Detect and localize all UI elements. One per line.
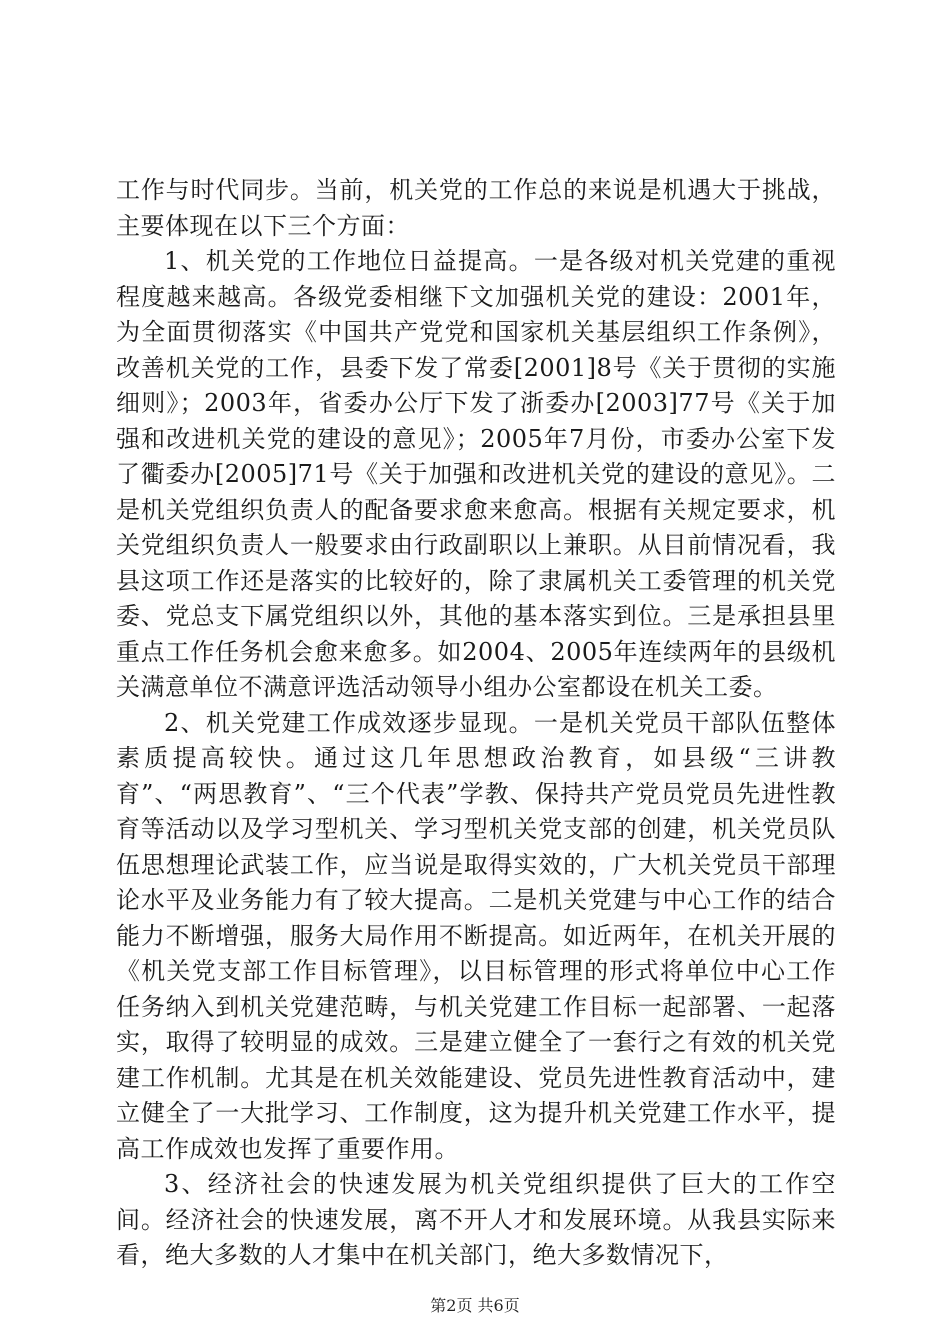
document-body xyxy=(116,173,836,1274)
paragraph-continuation: 工作与时代同步。当前，机关党的工作总的来说是机遇大于挑战，主要体现在以下三个方面： xyxy=(116,176,836,240)
paragraph-development-space: 3、经济社会的快速发展为机关党组织提供了巨大的工作空间。经济社会的快速发展，离不开人才和发展环境。从我县实际来看，绝大多数的人才集中在机关部门，绝大多数情况下， xyxy=(116,1170,836,1269)
page-number-footer: 第2页 共6页 xyxy=(430,1296,520,1315)
paragraph-work-status: 1、机关党的工作地位日益提高。一是各级对机关党建的重视程度越来越高。各级党委相继下文加强机关党的建设：2001年，为全面贯彻落实《中国共产党党和国家机关基层组织工作条例》，改善机关党的工作，县委下发了常委[2001]8号《关于贯彻的实施细则》；2003年，省委办公厅下发了浙委办[2003]77号《关于加强和改进机关党的建设的意见》；2005年7月份，市委办公室下发了衢委办[2005]71号《关于加强和改进机关党的建设的意见》。二是机关党组织负责人的配备要求愈来愈高。根据有关规定要求，机关党组织负责人一般要求由行政副职以上兼职。从目前情况看，我县这项工作还是落实的比较好的，除了隶属机关工委管理的机关党委、党总支下属党组织以外，其他的基本落实到位。三是承担县里重点工作任务机会愈来愈多。如2004、2005年连续两年的县级机关满意单位不满意评选活动领导小组办公室都设在机关工委。 xyxy=(116,247,836,701)
paragraph-work-results: 2、机关党建工作成效逐步显现。一是机关党员干部队伍整体素质提高较快。通过这几年思想政治教育，如县级“三讲教育”、“两思教育”、“三个代表”学教、保持共产党员党员先进性教育等活动以及学习型机关、学习型机关党支部的创建，机关党员队伍思想理论武装工作，应当说是取得实效的，广大机关党员干部理论水平及业务能力有了较大提高。二是机关党建与中心工作的结合能力不断增强，服务大局作用不断提高。如近两年，在机关开展的《机关党支部工作目标管理》，以目标管理的形式将单位中心工作任务纳入到机关党建范畴，与机关党建工作目标一起部署、一起落实，取得了较明显的成效。三是建立健全了一套行之有效的机关党建工作机制。尤其是在机关效能建设、党员先进性教育活动中，建立健全了一大批学习、工作制度，这为提升机关党建工作水平，提高工作成效也发挥了重要作用。 xyxy=(116,708,836,1163)
